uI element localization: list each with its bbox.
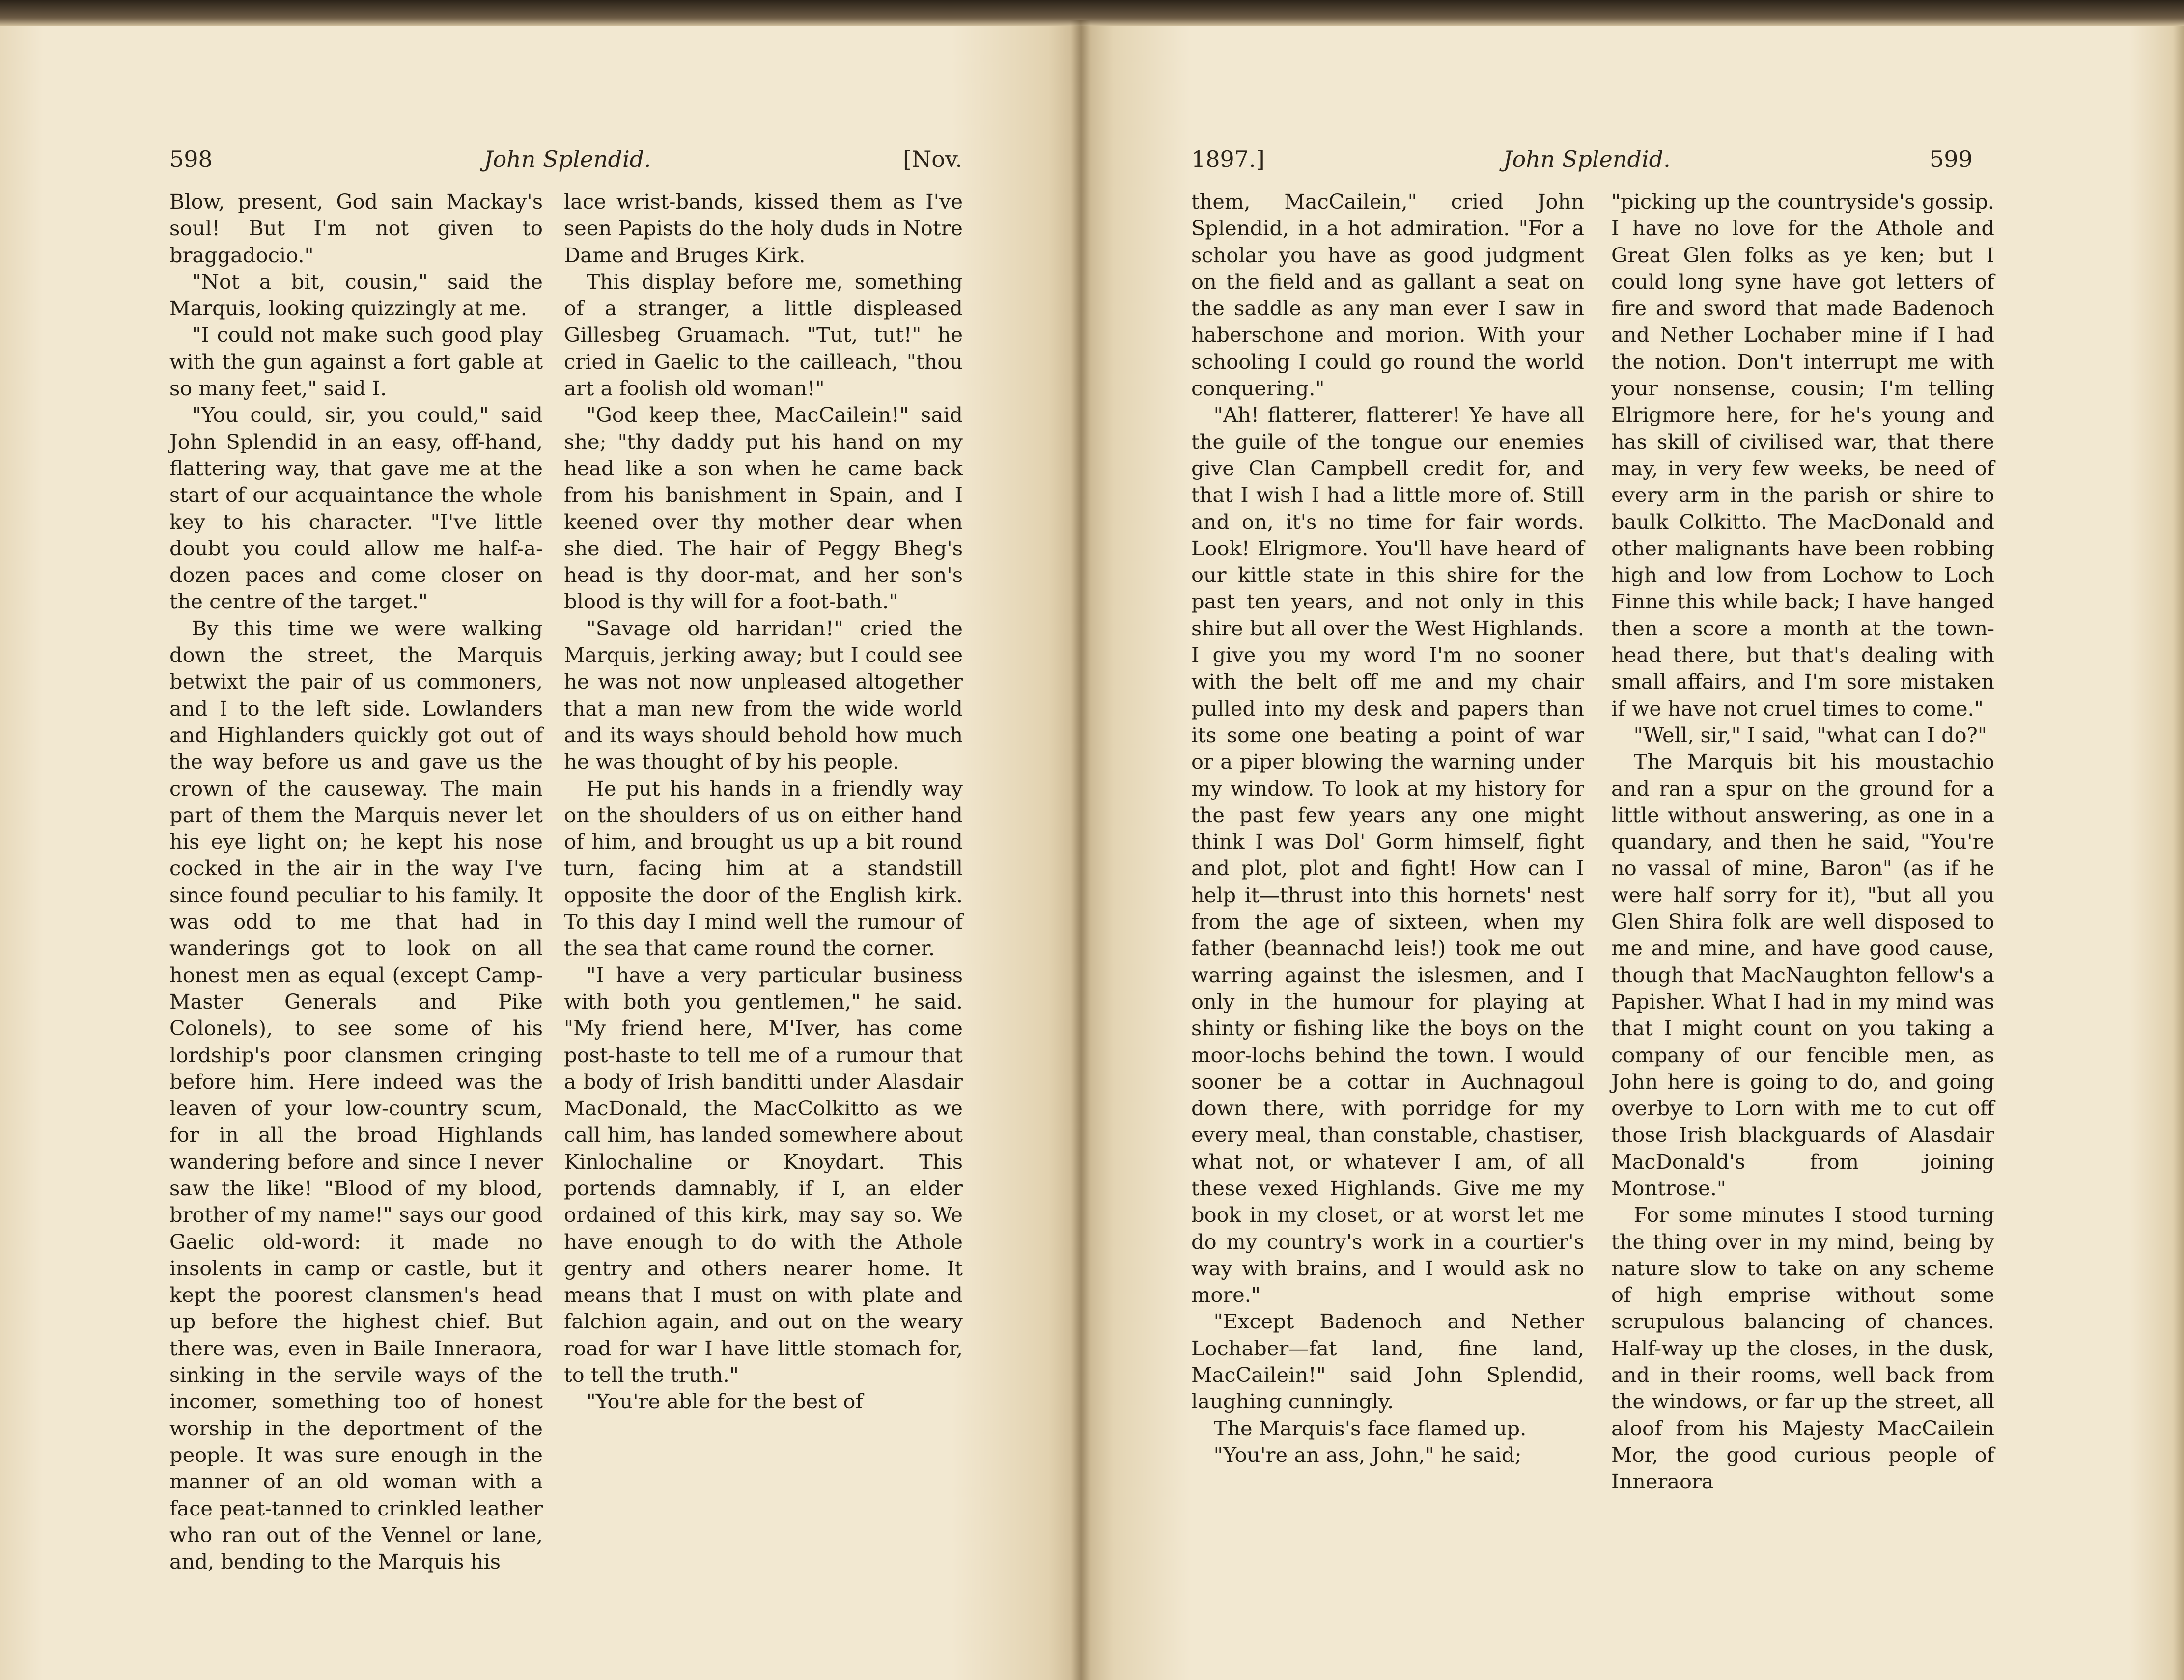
left-page-number: 598 (169, 146, 213, 172)
paragraph: "picking up the countryside's gossip. I have no love for the Athole and Great Glen folks as ye ken; but I could long syne have got letters of fire and sword that made Badenoch and Nether Lochaber mine if I had the notion. Don't interrupt me with your nonsense, cousin; I'm telling Elrigmore here, for he's young and has skill of civilised war, that there may, in very few weeks, be need of every arm in the parish or shire to baulk Colkitto. The MacDonald and other malignants have been robbing high and low from Lochow to Loch Finne this while back; I have hanged then a score a month at the town-head there, but that's dealing with small affairs, and I'm sore mistaken if we have not cruel times to come." (1611, 190, 1994, 720)
paragraph: "You're able for the best of (586, 1389, 863, 1414)
paragraph: By this time we were walking down the street, the Marquis betwixt the pair of us commoners, and I to the left side. Lowlanders and Highlanders quickly got out of the way before us and gave us the crown of the causeway. The main part of them the Marquis never let his eye light on; he kept his nose cocked in the air in the way I've since found peculiar to his family. It was odd to me that had in wanderings got to look on all honest men as equal (except Camp-Master Generals and Pike Colonels), to see some of his lordship's poor clansmen cringing before him. Here indeed was the leaven of your low-country scum, for in all the broad Highlands wandering before and since I never saw the like! "Blood of my blood, brother of my name!" says our good Gaelic old-word: it made no insolents in camp or castle, but it kept the poorest clansmen's head up before the highest chief. But there was, even in Baile Inneraora, sinking in the servile ways of the incomer, something too of honest worship in the deportment of the people. It was sure enough in the manner of an old woman with a face peat-tanned to crinkled leather who ran out of the Vennel or lane, and, bending to the Marquis his (169, 616, 543, 1574)
paragraph: "God keep thee, MacCailein!" said she; "thy daddy put his hand on my head like a son when he came back from his banishment in Spain, and I keened over thy mother dear when she died. The hair of Peggy Bheg's head is thy door-mat, and her son's blood is thy will for a foot-bath." (564, 403, 963, 614)
paragraph: For some minutes I stood turning the thing over in my mind, being by nature slow to take on any scheme of high emprise without some scrupulous balancing of chances. Half-way up the closes, in the dusk, and in their rooms, well back from the windows, or far up the street, all aloof from his Majesty MacCailein Mor, the good curious people of Inneraora (1611, 1203, 1994, 1494)
right-column-2 (1611, 189, 1994, 1495)
paragraph: The Marquis bit his moustachio and ran a spur on the ground for a little without answering, as one in a quandary, and then he said, "You're no vassal of mine, Baron" (as if he were half sorry for it), "but all you Glen Shira folk are well disposed to me and mine, and have good cause, though that MacNaughton fellow's a Papisher. What I had in my mind was that I might count on you taking a company of our fencible men, as John here is going to do, and going overbye to Lorn with me to cut off those Irish blackguards of Alasdair MacDonald's from joining Montrose." (1611, 749, 1994, 1200)
paragraph: "Savage old harridan!" cried the Marquis, jerking away; but I could see he was not now unpleased altogether that a man new from the wide world and its ways should behold how much he was thought of by his people. (564, 616, 963, 774)
right-column-1 (1191, 189, 1584, 1468)
paragraph: "Ah! flatterer, flatterer! Ye have all the guile of the tongue our enemies give Clan Campbell credit for, and that I wish I had a little more of. Still and on, it's no time for fair words. Look! Elrigmore. You'll have heard of our kittle state in this shire for the past ten years, and not only in this shire but all over the West Highlands. I give you my word I'm no sooner with the belt off me and my chair pulled into my desk and papers than its some one beating a point of war or a piper blowing the warning under my window. To look at my history for the past few years any one might think I was Dol' Gorm himself, fight and plot, plot and fight! How can I help it—thrust into this hornets' nest from the age of sixteen, when my father (beannachd leis!) took me out warring against the islesmen, and I only in the humour for playing at shinty or fishing like the boys on the moor-lochs behind the town. I would sooner be a cottar in Auchnagoul down there, with porridge for my every meal, than constable, chastiser, what not, or whatever I am, of all these vexed Highlands. Give me my book in my closet, or at worst let me do my country's work in a courtier's way with brains, and I would ask no more." (1191, 403, 1584, 1307)
paragraph: Blow, present, God sain Mackay's soul! But I'm not given to braggadocio." (169, 190, 543, 267)
paragraph: "You could, sir, you could," said John Splendid in an easy, off-hand, flattering way, that gave me at the start of our acquaintance the whole key to his character. "I've little doubt you could allow me half-a-dozen paces and come closer on the centre of the target." (169, 403, 543, 614)
paragraph: "I have a very particular business with both you gentlemen," he said. "My friend here, M'Iver, has come post-haste to tell me of a rumour that a body of Irish banditti under Alasdair MacDonald, the MacColkitto as we call him, has landed somewhere about Kinlochaline or Knoydart. This portends damnably, if I, an elder ordained of this kirk, may say so. We have enough to do with the Athole gentry and others nearer home. It means that I must on with plate and falchion again, and out on the weary road for war I have little stomach for, to tell the truth." (564, 963, 963, 1387)
paragraph: "You're an ass, John," he said; (1213, 1442, 1522, 1467)
paragraph: "Except Badenoch and Nether Lochaber—fat land, fine land, MacCailein!" said John Splendid, laughing cunningly. (1191, 1309, 1584, 1414)
left-column-1 (169, 189, 543, 1575)
paragraph: lace wrist-bands, kissed them as I've seen Papists do the holy duds in Notre Dame and Bruges Kirk. (564, 190, 963, 267)
paragraph: "I could not make such good play with the gun against a fort gable at so many feet," said I. (169, 323, 543, 401)
left-column-2 (564, 189, 963, 1415)
left-running-head (0, 146, 1081, 185)
left-running-title: John Splendid. (484, 146, 651, 172)
right-running-year: 1897.] (1191, 146, 1265, 172)
right-running-title: John Splendid. (1503, 146, 1671, 172)
right-running-head (1081, 146, 2184, 185)
left-page (0, 26, 1081, 1680)
right-page (1081, 26, 2184, 1680)
paragraph: He put his hands in a friendly way on the shoulders of us on either hand of him, and brought us up a bit round turn, facing him at a standstill opposite the door of the English kirk. To this day I mind well the rumour of the sea that came round the corner. (564, 776, 963, 961)
paragraph: This display before me, something of a stranger, a little displeased Gillesbeg Gruamach. "Tut, tut!" he cried in Gaelic to the cailleach, "thou art a foolish old woman!" (564, 269, 963, 401)
paragraph: them, MacCailein," cried John Splendid, in a hot admiration. "For a scholar you have as good judgment on the field and as gallant a seat on the saddle as any man ever I saw in haberschone and morion. With your schooling I could go round the world conquering." (1191, 190, 1584, 401)
book-top-edge (0, 0, 2184, 26)
book-gutter (1071, 20, 1091, 1680)
left-running-month: [Nov. (903, 146, 963, 172)
paragraph: "Well, sir," I said, "what can I do?" (1633, 722, 1987, 747)
right-page-number: 599 (1930, 146, 1973, 172)
paragraph: "Not a bit, cousin," said the Marquis, looking quizzingly at me. (169, 269, 543, 321)
paragraph: The Marquis's face flamed up. (1213, 1416, 1527, 1440)
